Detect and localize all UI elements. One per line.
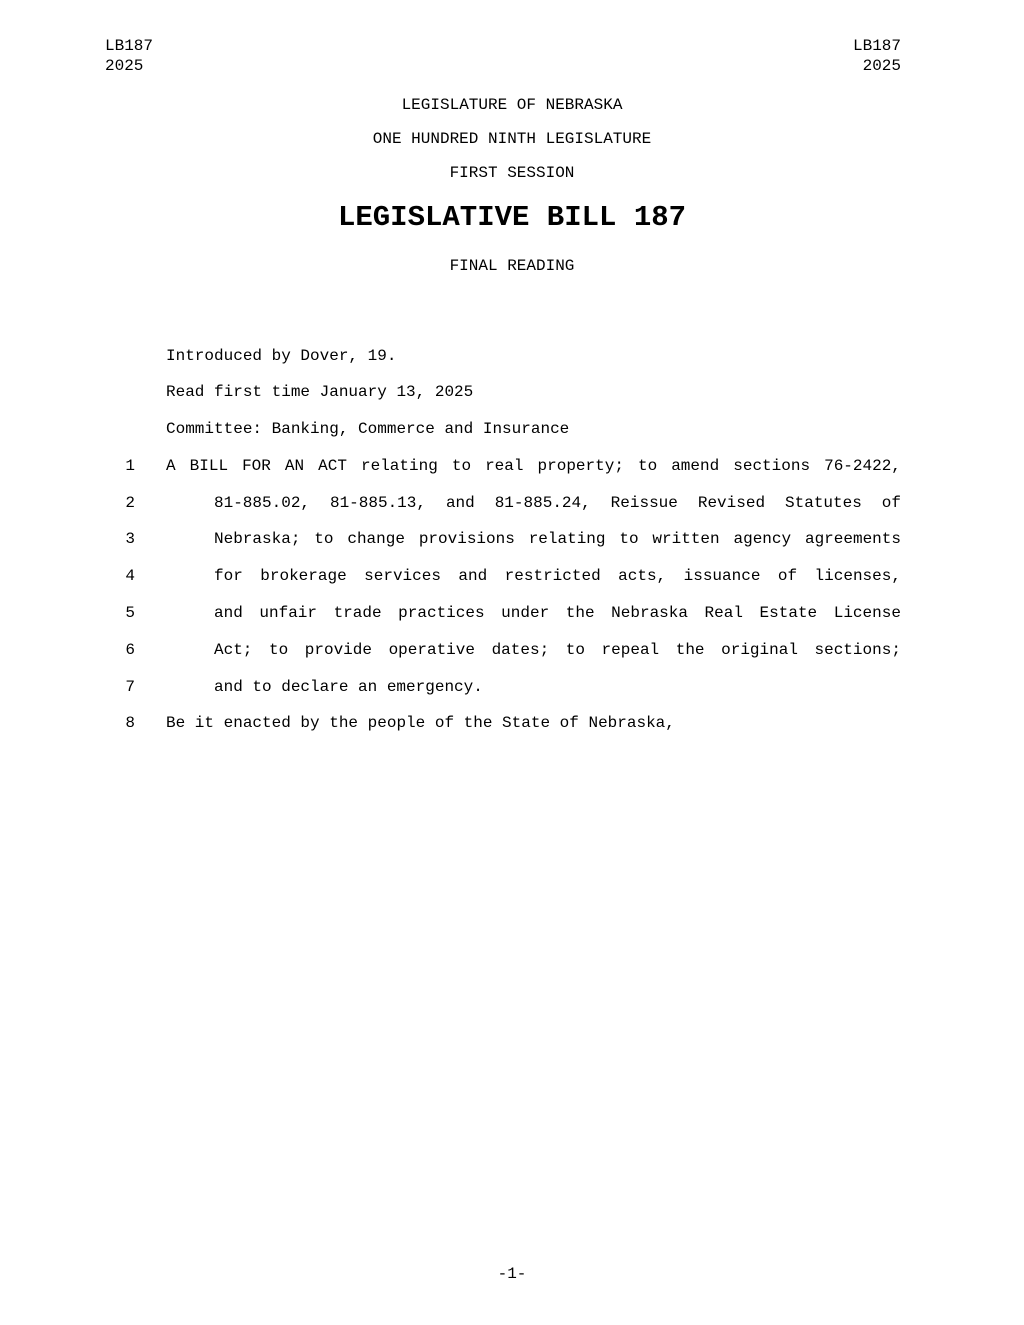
bill-word: and bbox=[214, 604, 243, 622]
bill-word: provisions bbox=[418, 530, 515, 548]
bill-word: License bbox=[833, 604, 901, 622]
bill-word: FOR bbox=[242, 457, 271, 475]
bill-word: of bbox=[881, 494, 901, 512]
bill-word: and bbox=[458, 567, 488, 585]
bill-word: real bbox=[485, 457, 524, 475]
bill-word: Real bbox=[704, 604, 743, 622]
bill-word: unfair bbox=[259, 604, 317, 622]
line-number: 3 bbox=[125, 530, 135, 548]
bill-word: BILL bbox=[189, 457, 229, 475]
header-right-bill: LB187 bbox=[852, 37, 901, 55]
bill-word: Nebraska bbox=[611, 604, 688, 622]
bill-word: change bbox=[347, 530, 405, 548]
bill-word: licenses, bbox=[814, 567, 901, 585]
bill-word: practices bbox=[398, 604, 485, 622]
bill-word: amend bbox=[671, 457, 720, 475]
bill-line: and to declare an emergency. bbox=[214, 678, 483, 696]
bill-word: 81-885.02, bbox=[214, 494, 311, 512]
bill-line bbox=[214, 603, 901, 623]
line-number: 8 bbox=[125, 714, 135, 732]
line-number: 7 bbox=[125, 678, 135, 696]
line-number: 1 bbox=[125, 457, 135, 475]
bill-word: to bbox=[637, 457, 658, 475]
bill-word: for bbox=[214, 567, 243, 585]
read-first-time: Read first time January 13, 2025 bbox=[166, 383, 474, 401]
bill-word: AN bbox=[284, 457, 305, 475]
line-number: 4 bbox=[125, 567, 135, 585]
bill-word: A bbox=[166, 457, 176, 475]
bill-word: acts, bbox=[618, 567, 667, 585]
bill-word: Estate bbox=[759, 604, 818, 622]
line-number: 6 bbox=[125, 641, 135, 659]
bill-word: provide bbox=[304, 641, 372, 659]
bill-line bbox=[214, 640, 901, 660]
bill-word: sections; bbox=[814, 641, 901, 659]
bill-word: original bbox=[721, 641, 798, 659]
bill-word: repeal bbox=[601, 641, 660, 659]
bill-word: Reissue bbox=[610, 494, 678, 512]
bill-word: Nebraska; bbox=[214, 530, 301, 548]
session-name: FIRST SESSION bbox=[449, 164, 575, 182]
reading-status: FINAL READING bbox=[449, 257, 575, 275]
bill-word: written bbox=[652, 530, 720, 548]
bill-word: under bbox=[501, 604, 550, 622]
bill-word: 81-885.13, bbox=[329, 494, 426, 512]
header-left-year: 2025 bbox=[105, 57, 144, 75]
bill-line bbox=[214, 529, 901, 549]
bill-word: agency bbox=[733, 530, 792, 548]
legislature-name: LEGISLATURE OF NEBRASKA bbox=[401, 96, 623, 114]
header-right-year: 2025 bbox=[862, 57, 901, 75]
bill-word: relating bbox=[361, 457, 438, 475]
bill-word: 81-885.24, bbox=[494, 494, 591, 512]
enacting-clause: Be it enacted by the people of the State of Nebraska, bbox=[166, 714, 675, 732]
bill-word: brokerage bbox=[260, 567, 347, 585]
introduced-by: Introduced by Dover, 19. bbox=[166, 347, 397, 365]
bill-word: Statutes bbox=[785, 494, 862, 512]
header-right bbox=[851, 36, 901, 76]
bill-word: relating bbox=[528, 530, 606, 548]
bill-word: and bbox=[445, 494, 475, 512]
bill-word: the bbox=[675, 641, 705, 659]
page-number: -1- bbox=[497, 1265, 527, 1283]
bill-line bbox=[214, 566, 901, 586]
bill-word: agreements bbox=[804, 530, 901, 548]
bill-word: services bbox=[364, 567, 441, 585]
bill-word: restricted bbox=[504, 567, 601, 585]
bill-word: Revised bbox=[697, 494, 766, 512]
bill-line bbox=[166, 456, 901, 476]
bill-word: Act; bbox=[214, 641, 253, 659]
line-number: 5 bbox=[125, 604, 135, 622]
bill-word: of bbox=[777, 567, 798, 585]
page-title: LEGISLATIVE BILL 187 bbox=[337, 201, 687, 234]
bill-word: dates; bbox=[491, 641, 550, 659]
bill-word: the bbox=[565, 604, 595, 622]
bill-word: 76-2422, bbox=[824, 457, 901, 475]
committee: Committee: Banking, Commerce and Insurance bbox=[166, 420, 570, 438]
bill-word: to bbox=[565, 641, 585, 659]
bill-word: property; bbox=[537, 457, 624, 475]
bill-word: to bbox=[451, 457, 472, 475]
line-number: 2 bbox=[125, 494, 135, 512]
bill-word: ACT bbox=[318, 457, 347, 475]
header-left bbox=[105, 36, 153, 76]
bill-word: issuance bbox=[683, 567, 761, 585]
bill-word: sections bbox=[733, 457, 811, 475]
bill-line bbox=[214, 493, 901, 513]
bill-word: operative bbox=[388, 641, 475, 659]
bill-word: to bbox=[314, 530, 334, 548]
bill-word: to bbox=[268, 641, 289, 659]
legislature-number: ONE HUNDRED NINTH LEGISLATURE bbox=[372, 130, 652, 148]
bill-word: trade bbox=[333, 604, 382, 622]
bill-word: to bbox=[619, 530, 639, 548]
header-left-bill: LB187 bbox=[105, 37, 154, 55]
